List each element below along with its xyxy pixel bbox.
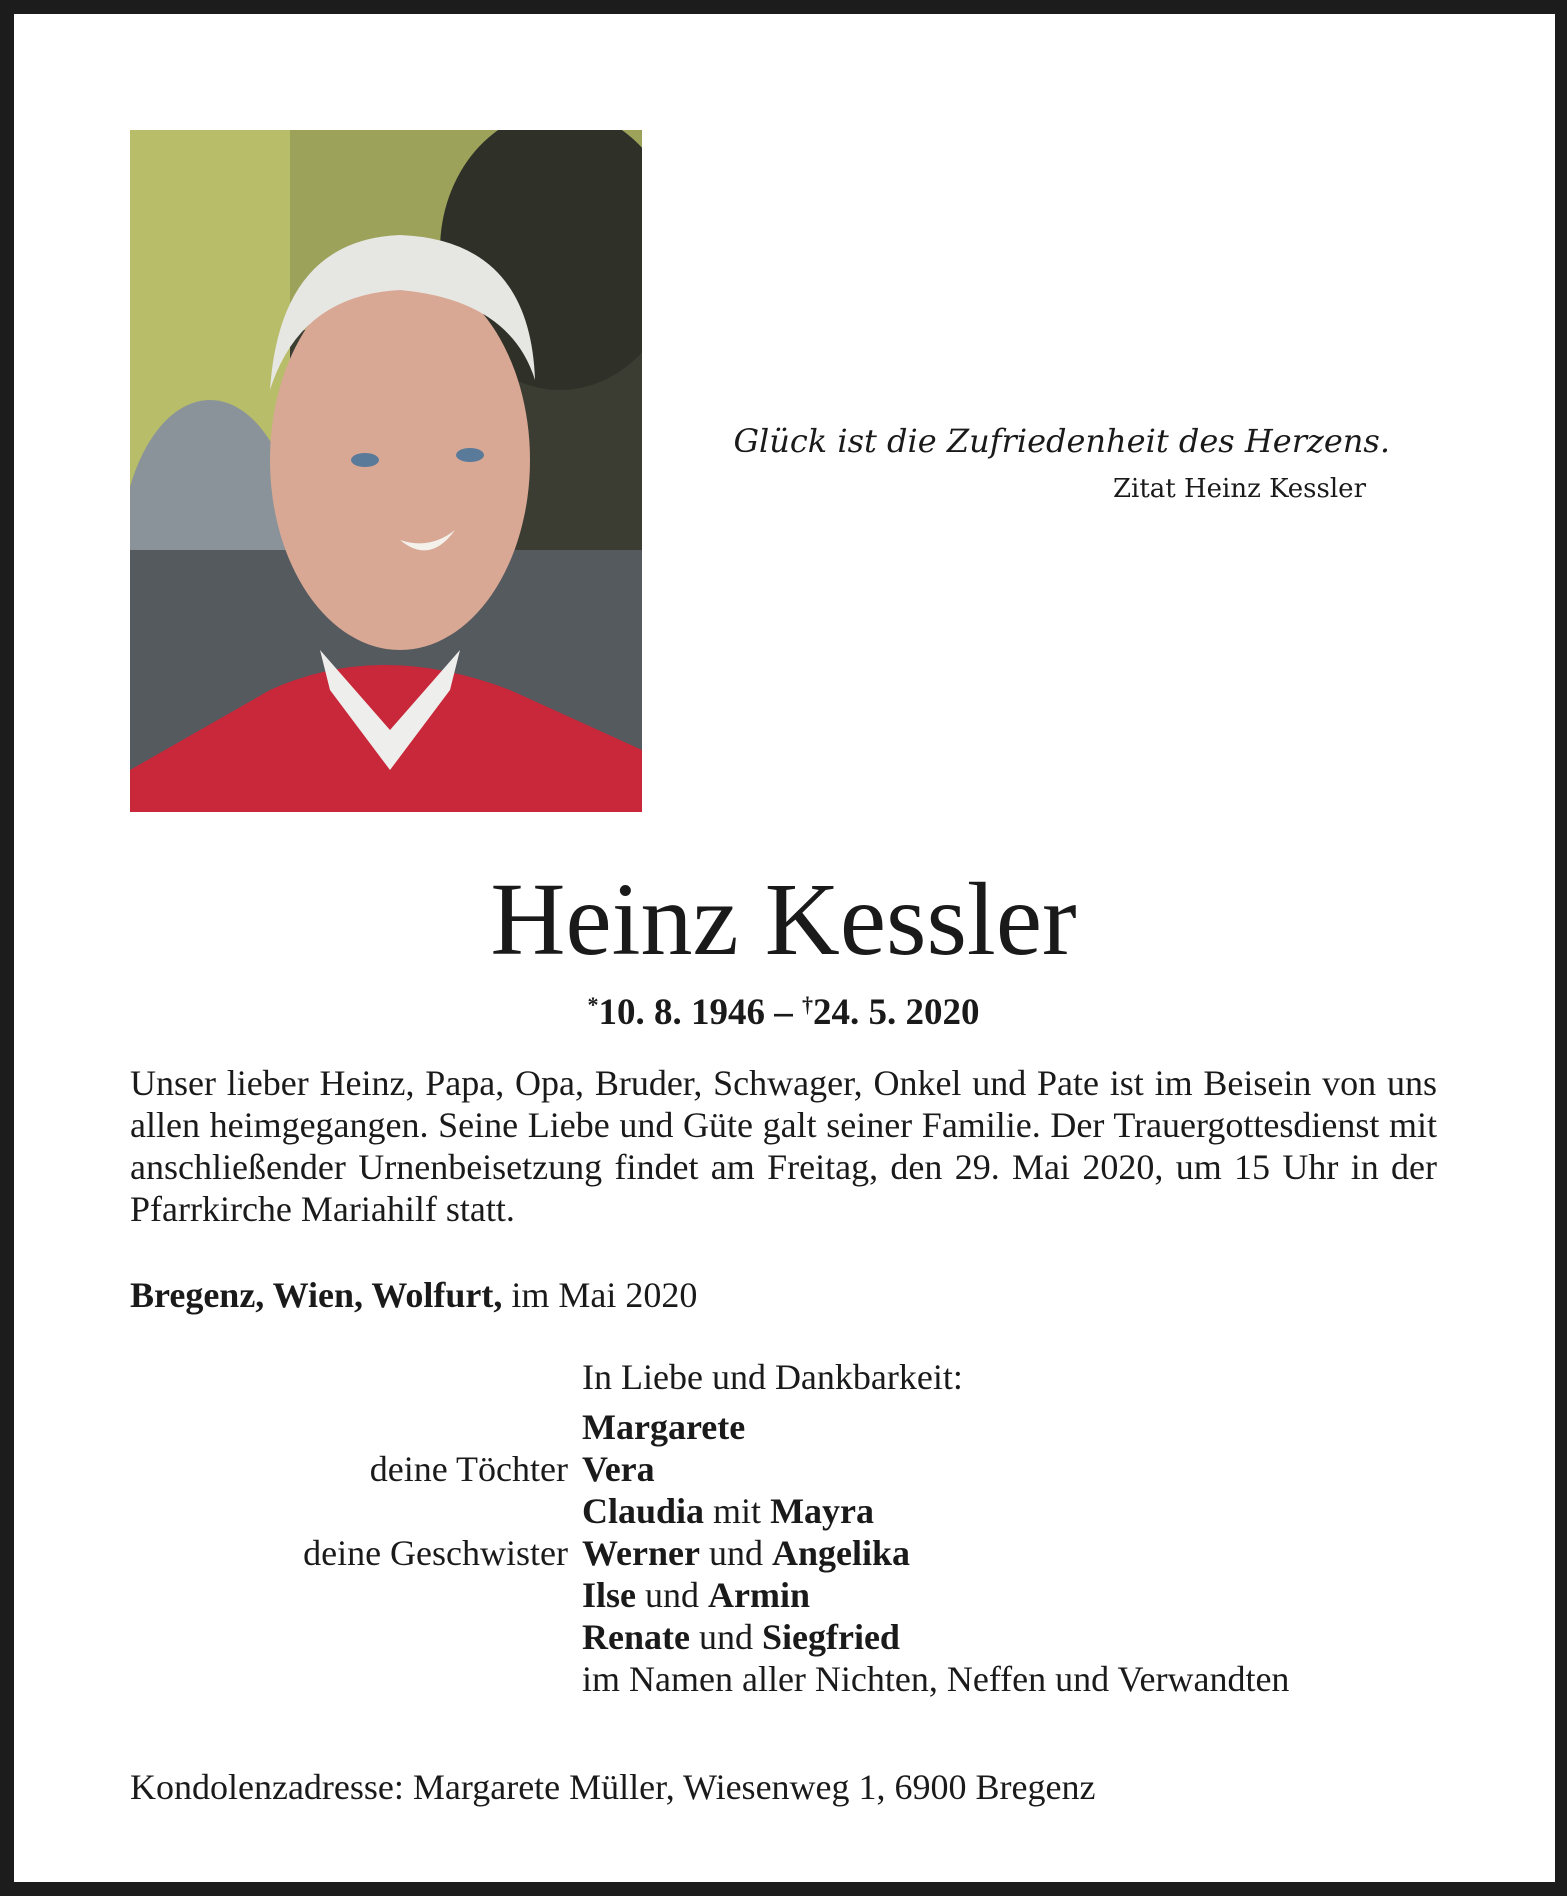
signatory-name: Claudia — [582, 1491, 705, 1531]
condolence-address: Kondolenzadresse: Margarete Müller, Wiesenweg 1, 6900 Bregenz — [130, 1767, 1096, 1807]
place-towns: Bregenz, Wien, Wolfurt, — [130, 1275, 503, 1315]
connector-text: und — [699, 1533, 772, 1573]
place-date-line — [130, 1272, 697, 1318]
birth-date: 10. 8. 1946 — [598, 992, 765, 1033]
life-dates — [0, 980, 1567, 1038]
signatory-name: Vera — [582, 1449, 655, 1489]
signatory-name: Armin — [708, 1575, 810, 1615]
signatories-intro: In Liebe und Dankbarkeit: — [582, 1357, 963, 1397]
daughters-label: deine Töchter — [369, 1449, 568, 1489]
date-separator: – — [765, 992, 802, 1033]
signatory-name: Ilse — [582, 1575, 636, 1615]
death-date: 24. 5. 2020 — [813, 992, 980, 1033]
connector-text: und — [636, 1575, 708, 1615]
deceased-name: Heinz Kessler — [490, 862, 1077, 977]
signatory-name: Angelika — [771, 1533, 910, 1573]
connector-text: mit — [704, 1491, 771, 1531]
connector-text: und — [689, 1617, 762, 1657]
portrait-photo — [130, 130, 642, 812]
signatory-name: Margarete — [582, 1407, 746, 1447]
place-date: im Mai 2020 — [502, 1275, 698, 1315]
announcement-text: Unser lieber Heinz, Papa, Opa, Bruder, Schwager, Onkel und Pate ist im Beisein von uns allen heimgegangen. Seine Liebe und Güte galt seiner Familie. Der Trauergottesdienst mit anschließender Urnenbeisetzung findet am Freitag, den 29. Mai 2020, um 15 Uhr in der Pfarrkirche Mariahilf statt. — [130, 1063, 1437, 1229]
signatory-name: Renate — [582, 1617, 690, 1657]
signatory-name: Mayra — [770, 1491, 875, 1531]
death-symbol: † — [802, 992, 813, 1017]
quote-attribution: Zitat Heinz Kessler — [1112, 474, 1366, 504]
signatory-name: Werner — [582, 1533, 700, 1573]
quote-block — [700, 416, 1390, 512]
relatives-line: im Namen aller Nichten, Neffen und Verwandten — [582, 1659, 1290, 1699]
signatories — [130, 1356, 1437, 1700]
siblings-label: deine Geschwister — [303, 1533, 568, 1573]
quote-text: Glück ist die Zufriedenheit des Herzens. — [733, 422, 1390, 460]
signatory-name: Siegfried — [761, 1617, 900, 1657]
birth-symbol: * — [587, 992, 599, 1017]
